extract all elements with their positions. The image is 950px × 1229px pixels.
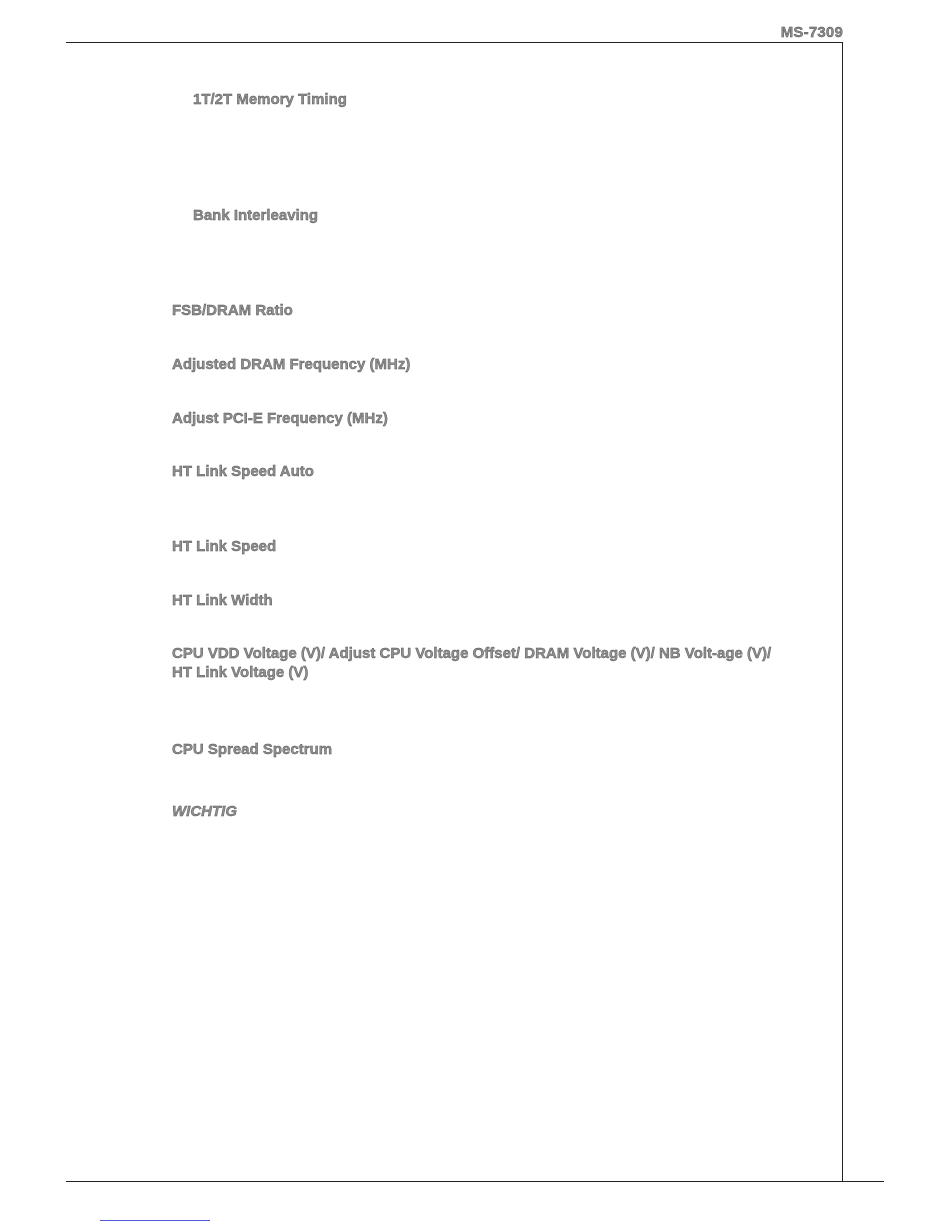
- heading-adjust-pcie-frequency: Adjust PCI-E Frequency (MHz): [172, 410, 388, 427]
- side-divider: [842, 42, 843, 1181]
- heading-ht-link-speed-auto: HT Link Speed Auto: [172, 463, 314, 480]
- heading-important: WICHTIG: [172, 803, 237, 820]
- bottom-divider: [66, 1181, 884, 1182]
- footer-link-underline: [100, 1220, 210, 1221]
- heading-memory-timing: 1T/2T Memory Timing: [193, 91, 347, 108]
- heading-bank-interleaving: Bank Interleaving: [193, 207, 319, 224]
- heading-ht-link-speed: HT Link Speed: [172, 538, 277, 555]
- heading-adjusted-dram-frequency: Adjusted DRAM Frequency (MHz): [172, 356, 411, 373]
- model-number: MS-7309: [780, 24, 843, 41]
- top-divider: [66, 42, 843, 43]
- heading-cpu-spread-spectrum: CPU Spread Spectrum: [172, 741, 333, 758]
- heading-ht-link-width: HT Link Width: [172, 592, 273, 609]
- heading-fsb-dram-ratio: FSB/DRAM Ratio: [172, 302, 293, 319]
- heading-voltages: CPU VDD Voltage (V)/ Adjust CPU Voltage Offset/ DRAM Voltage (V)/ NB Volt-age (V)/ HT Link Voltage (V): [172, 645, 772, 681]
